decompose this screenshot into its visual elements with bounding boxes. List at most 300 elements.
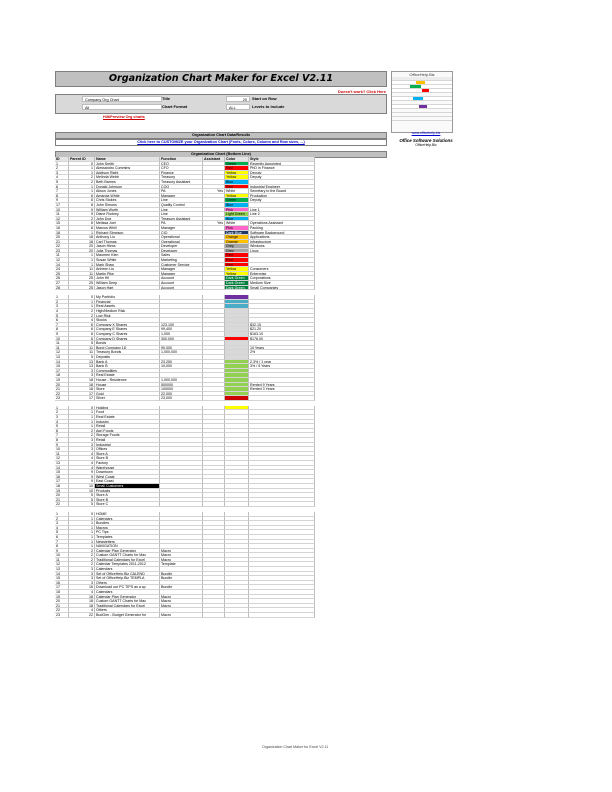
cell-name[interactable]: Others: [95, 608, 160, 613]
cell-name[interactable]: Store A: [95, 493, 160, 498]
cell-name[interactable]: Real Assets: [95, 304, 160, 309]
cell-style[interactable]: Packing: [249, 226, 315, 231]
cell-name[interactable]: Traditional Calendars for Excel: [95, 604, 160, 609]
cell-parent-id[interactable]: 1: [69, 540, 95, 545]
cell-style[interactable]: Small Companies: [249, 286, 315, 291]
cell-parent-id[interactable]: 6: [69, 337, 95, 342]
cell-style[interactable]: Industrial Engineer: [249, 185, 315, 190]
cell-function[interactable]: Operational: [160, 240, 203, 245]
cell-id[interactable]: 19: [55, 378, 69, 383]
cell-name[interactable]: Others: [95, 581, 160, 586]
cell-name[interactable]: John Simons: [95, 203, 160, 208]
cell-style[interactable]: Medium Size: [249, 281, 315, 286]
cell-style[interactable]: Deputy: [249, 198, 315, 203]
cell-parent-id[interactable]: 3: [69, 373, 95, 378]
cell-id[interactable]: 12: [55, 456, 69, 461]
cell-id[interactable]: 5: [55, 180, 69, 185]
cell-function[interactable]: Finance: [160, 171, 203, 176]
cell-id[interactable]: 2: [55, 517, 69, 522]
cell-parent-id[interactable]: 3: [69, 447, 95, 452]
cell-function[interactable]: Bundle: [160, 576, 203, 581]
cell-name[interactable]: Mark Shaw: [95, 263, 160, 268]
cell-id[interactable]: 14: [55, 466, 69, 471]
table-row[interactable]: [55, 286, 385, 291]
cell-style[interactable]: $163.10: [249, 332, 315, 337]
cell-name[interactable]: Food: [95, 410, 160, 415]
cell-color[interactable]: Light Green: [225, 212, 249, 217]
cell-parent-id[interactable]: 2: [69, 553, 95, 558]
cell-name[interactable]: Download our PC TIPS as a sp: [95, 585, 160, 590]
cell-parent-id[interactable]: 1: [69, 535, 95, 540]
cell-parent-id[interactable]: 4: [69, 466, 95, 471]
cell-id[interactable]: 15: [55, 470, 69, 475]
cell-style[interactable]: Deputy: [249, 175, 315, 180]
cell-parent-id[interactable]: 0: [69, 406, 95, 411]
cell-id[interactable]: 15: [55, 576, 69, 581]
cell-id[interactable]: 9: [55, 198, 69, 203]
cell-name[interactable]: Retail: [95, 424, 160, 429]
cell-id[interactable]: 21: [55, 387, 69, 392]
cell-function[interactable]: COO: [160, 185, 203, 190]
cell-color[interactable]: [225, 396, 249, 401]
cell-name[interactable]: Treasury Bonds: [95, 350, 160, 355]
cell-parent-id[interactable]: 11: [69, 267, 95, 272]
cell-id[interactable]: 4: [55, 175, 69, 180]
cell-id[interactable]: 14: [55, 572, 69, 577]
cell-style[interactable]: 3% / 5 Years: [249, 364, 315, 369]
cell-style[interactable]: Rented 3 Years: [249, 387, 315, 392]
vendor-link[interactable]: www.officehelp.biz: [411, 131, 441, 135]
cell-color[interactable]: Yellow: [225, 175, 249, 180]
cell-name[interactable]: John Hil: [95, 276, 160, 281]
cell-name[interactable]: Real Estate: [95, 415, 160, 420]
cell-color[interactable]: Orange: [225, 235, 249, 240]
cell-function[interactable]: 500000: [160, 383, 203, 388]
cell-id[interactable]: 6: [55, 318, 69, 323]
cell-parent-id[interactable]: 10: [69, 484, 95, 489]
cell-name[interactable]: Products: [95, 489, 160, 494]
cell-name[interactable]: Low Risk: [95, 314, 160, 319]
cell-parent-id[interactable]: 1: [69, 530, 95, 535]
cell-parent-id[interactable]: 25: [69, 281, 95, 286]
cell-parent-id[interactable]: 9: [69, 212, 95, 217]
cell-id[interactable]: 18: [55, 373, 69, 378]
cell-parent-id[interactable]: 4: [69, 461, 95, 466]
cell-id[interactable]: 7: [55, 189, 69, 194]
cell-id[interactable]: 3: [55, 304, 69, 309]
cell-name[interactable]: Addison Right: [95, 171, 160, 176]
cell-function[interactable]: Template: [160, 562, 203, 567]
cell-style[interactable]: $176.00: [249, 337, 315, 342]
cell-function[interactable]: Account: [160, 281, 203, 286]
cell-function[interactable]: Macro: [160, 604, 203, 609]
cell-parent-id[interactable]: 1: [69, 415, 95, 420]
cell-name[interactable]: Small Customers: [95, 484, 160, 489]
cell-parent-id[interactable]: 20: [69, 249, 95, 254]
cell-style[interactable]: Operations Assistant: [249, 221, 315, 226]
cell-parent-id[interactable]: 17: [69, 396, 95, 401]
cell-parent-id[interactable]: 17: [69, 392, 95, 397]
cell-id[interactable]: 26: [55, 276, 69, 281]
cell-parent-id[interactable]: 0: [69, 512, 95, 517]
cell-function[interactable]: Line: [160, 208, 203, 213]
cell-name[interactable]: Agri Foods: [95, 429, 160, 434]
cell-name[interactable]: Store A: [95, 452, 160, 457]
cell-name[interactable]: Offices: [95, 447, 160, 452]
cell-name[interactable]: Calendars: [95, 517, 160, 522]
cell-color[interactable]: Red: [225, 263, 249, 268]
cell-id[interactable]: 17: [55, 203, 69, 208]
cell-parent-id[interactable]: 11: [69, 346, 95, 351]
cell-name[interactable]: Store C: [95, 502, 160, 507]
cell-id[interactable]: 21: [55, 498, 69, 503]
cell-id[interactable]: 2: [55, 410, 69, 415]
cell-id[interactable]: 24: [55, 267, 69, 272]
cell-assistant[interactable]: Yes: [203, 189, 225, 194]
cell-parent-id[interactable]: 2: [69, 175, 95, 180]
cell-style[interactable]: [249, 396, 315, 401]
cell-id[interactable]: 2: [55, 166, 69, 171]
cell-function[interactable]: Developer: [160, 249, 203, 254]
cell-function[interactable]: Quality Control: [160, 203, 203, 208]
cell-id[interactable]: 7: [55, 540, 69, 545]
cell-color[interactable]: Blue: [225, 203, 249, 208]
cell-id[interactable]: 9: [55, 332, 69, 337]
cell-name[interactable]: Julia Thomas: [95, 249, 160, 254]
cell-id[interactable]: 3: [55, 171, 69, 176]
cell-id[interactable]: 28: [55, 286, 69, 291]
cell-color[interactable]: Grey: [225, 244, 249, 249]
cell-name[interactable]: Beth Barnes: [95, 180, 160, 185]
cell-assistant[interactable]: Yes: [203, 221, 225, 226]
cell-color[interactable]: [225, 502, 249, 507]
cell-id[interactable]: 11: [55, 212, 69, 217]
cell-parent-id[interactable]: 2: [69, 309, 95, 314]
cell-parent-id[interactable]: 1: [69, 258, 95, 263]
cell-color[interactable]: Red: [225, 166, 249, 171]
cell-name[interactable]: Store B: [95, 498, 160, 503]
cell-name[interactable]: My Portfolio: [95, 295, 160, 300]
cell-id[interactable]: 1: [55, 295, 69, 300]
cell-function[interactable]: PA: [160, 189, 203, 194]
cell-parent-id[interactable]: 1: [69, 300, 95, 305]
cell-id[interactable]: 16: [55, 581, 69, 586]
cell-function[interactable]: 99,400: [160, 327, 203, 332]
cell-parent-id[interactable]: 1: [69, 521, 95, 526]
cell-parent-id[interactable]: 20: [69, 244, 95, 249]
cell-name[interactable]: Company E Shares: [95, 327, 160, 332]
cell-name[interactable]: Newsletters: [95, 540, 160, 545]
cell-color[interactable]: Dark Green: [225, 276, 249, 281]
cell-id[interactable]: 14: [55, 360, 69, 365]
cell-style[interactable]: Deputy: [249, 171, 315, 176]
cell-parent-id[interactable]: 2: [69, 562, 95, 567]
cell-name[interactable]: Chris Stokes: [95, 198, 160, 203]
cell-function[interactable]: Customer Service: [160, 263, 203, 268]
cell-id[interactable]: 12: [55, 258, 69, 263]
cell-id[interactable]: 16: [55, 226, 69, 231]
cell-name[interactable]: Real Estate: [95, 373, 160, 378]
cell-style[interactable]: Enterprise: [249, 272, 315, 277]
cell-name[interactable]: Industry: [95, 420, 160, 425]
cell-color[interactable]: Yellow: [225, 171, 249, 176]
cell-name[interactable]: Gold: [95, 392, 160, 397]
cell-function[interactable]: Operational: [160, 235, 203, 240]
cell-name[interactable]: Set of OfficeHelp.Biz TEMPLA: [95, 576, 160, 581]
cell-function[interactable]: 22,000: [160, 392, 203, 397]
cell-parent-id[interactable]: 1: [69, 410, 95, 415]
cell-style[interactable]: $32.15: [249, 323, 315, 328]
start-row-input[interactable]: 20: [226, 96, 250, 102]
cell-id[interactable]: 15: [55, 221, 69, 226]
table-row[interactable]: [55, 613, 385, 618]
cell-id[interactable]: 6: [55, 185, 69, 190]
cell-id[interactable]: 23: [55, 613, 69, 618]
cell-name[interactable]: Richard Simpson: [95, 231, 160, 236]
cell-function[interactable]: 23,000: [160, 396, 203, 401]
cell-function[interactable]: Macro: [160, 553, 203, 558]
cell-parent-id[interactable]: 2: [69, 217, 95, 222]
cell-style[interactable]: 2%: [249, 350, 315, 355]
cell-id[interactable]: 1: [55, 406, 69, 411]
cell-id[interactable]: 15: [55, 364, 69, 369]
cell-name[interactable]: Bundles: [95, 521, 160, 526]
cell-parent-id[interactable]: 8: [69, 198, 95, 203]
cell-function[interactable]: 1,000: [160, 332, 203, 337]
cell-parent-id[interactable]: 8: [69, 226, 95, 231]
cell-color[interactable]: Yellow: [225, 194, 249, 199]
cell-function[interactable]: 1,000,000: [160, 350, 203, 355]
levels-select[interactable]: ALL: [226, 104, 250, 110]
cell-id[interactable]: 17: [55, 585, 69, 590]
cell-name[interactable]: Calendar Plan Generator: [95, 549, 160, 554]
cell-parent-id[interactable]: 10: [69, 489, 95, 494]
cell-function[interactable]: Macro: [160, 549, 203, 554]
cell-parent-id[interactable]: 5: [69, 498, 95, 503]
table-row[interactable]: [55, 502, 385, 507]
cell-parent-id[interactable]: 9: [69, 475, 95, 480]
cell-color[interactable]: Red: [225, 258, 249, 263]
cell-name[interactable]: Alessandro Cummins: [95, 166, 160, 171]
chart-format-select[interactable]: All: [82, 104, 162, 110]
cell-id[interactable]: 21: [55, 604, 69, 609]
cell-id[interactable]: 22: [55, 244, 69, 249]
cell-id[interactable]: 13: [55, 567, 69, 572]
cell-parent-id[interactable]: 0: [69, 162, 95, 167]
cell-name[interactable]: Traditional Calendars for Excel: [95, 558, 160, 563]
cell-id[interactable]: 6: [55, 429, 69, 434]
cell-id[interactable]: 10: [55, 208, 69, 213]
cell-name[interactable]: Industrial: [95, 443, 160, 448]
cell-style[interactable]: Rented 9 Years: [249, 383, 315, 388]
cell-parent-id[interactable]: 1: [69, 263, 95, 268]
cell-name[interactable]: Anheen Liu: [95, 267, 160, 272]
cell-function[interactable]: Treasury Assistant: [160, 180, 203, 185]
cell-name[interactable]: Commodities: [95, 369, 160, 374]
cell-style[interactable]: 2.3% / 1 year: [249, 360, 315, 365]
cell-parent-id[interactable]: 6: [69, 332, 95, 337]
cell-parent-id[interactable]: 18: [69, 378, 95, 383]
help-link[interactable]: Doesn't work? Click Here: [337, 89, 386, 94]
cell-name[interactable]: PC Tips: [95, 530, 160, 535]
cell-id[interactable]: 13: [55, 461, 69, 466]
cell-parent-id[interactable]: 3: [69, 369, 95, 374]
cell-name[interactable]: Bond Company 1D: [95, 346, 160, 351]
cell-name[interactable]: Melinda Webb: [95, 175, 160, 180]
cell-parent-id[interactable]: 3: [69, 581, 95, 586]
cell-id[interactable]: 22: [55, 608, 69, 613]
cell-parent-id[interactable]: 11: [69, 272, 95, 277]
cell-function[interactable]: Macro: [160, 558, 203, 563]
cell-parent-id[interactable]: 4: [69, 590, 95, 595]
cell-parent-id[interactable]: 1: [69, 185, 95, 190]
cell-id[interactable]: 20: [55, 383, 69, 388]
cell-parent-id[interactable]: 1: [69, 189, 95, 194]
cell-id[interactable]: 20: [55, 235, 69, 240]
cell-name[interactable]: Carl Thomas: [95, 240, 160, 245]
cell-parent-id[interactable]: 11: [69, 350, 95, 355]
cell-id[interactable]: 22: [55, 502, 69, 507]
cell-style[interactable]: Applications: [249, 235, 315, 240]
cell-id[interactable]: 5: [55, 424, 69, 429]
cell-color[interactable]: Pink: [225, 226, 249, 231]
cell-name[interactable]: Calendar Plan Generator: [95, 595, 160, 600]
cell-id[interactable]: 12: [55, 562, 69, 567]
cell-parent-id[interactable]: 3: [69, 567, 95, 572]
cell-style[interactable]: Production: [249, 194, 315, 199]
cell-name[interactable]: Donald Johnson: [95, 185, 160, 190]
cell-name[interactable]: Calendars: [95, 567, 160, 572]
cell-parent-id[interactable]: 2: [69, 433, 95, 438]
cell-color[interactable]: Pink: [225, 208, 249, 213]
cell-name[interactable]: John Doe: [95, 217, 160, 222]
cell-function[interactable]: 10,000: [160, 364, 203, 369]
cell-function[interactable]: 1,000,000: [160, 378, 203, 383]
cell-parent-id[interactable]: 18: [69, 595, 95, 600]
cell-function[interactable]: CEO: [160, 162, 203, 167]
cell-name[interactable]: Stocks: [95, 318, 160, 323]
cell-name[interactable]: William Deep: [95, 281, 160, 286]
cell-parent-id[interactable]: 18: [69, 604, 95, 609]
cell-id[interactable]: 18: [55, 484, 69, 489]
cell-color[interactable]: Blue: [225, 180, 249, 185]
cell-name[interactable]: NAVIGATION: [95, 544, 160, 549]
cell-name[interactable]: Factory: [95, 461, 160, 466]
cell-name[interactable]: House: [95, 383, 160, 388]
cell-style[interactable]: PhD in Finance: [249, 166, 315, 171]
cell-color[interactable]: Blue: [225, 217, 249, 222]
company-title-input[interactable]: Company Org Chart: [82, 96, 162, 102]
cell-function[interactable]: [160, 502, 203, 507]
cell-function[interactable]: Manager: [160, 226, 203, 231]
cell-id[interactable]: 7: [55, 433, 69, 438]
cell-style[interactable]: 10 Years: [249, 346, 315, 351]
cell-function[interactable]: Macro: [160, 613, 203, 618]
table-row[interactable]: [55, 396, 385, 401]
cell-color[interactable]: Grey: [225, 249, 249, 254]
cell-id[interactable]: 11: [55, 346, 69, 351]
cell-id[interactable]: 18: [55, 590, 69, 595]
cell-parent-id[interactable]: 1: [69, 424, 95, 429]
cell-name[interactable]: Bank A: [95, 360, 160, 365]
cell-function[interactable]: Manager: [160, 194, 203, 199]
cell-parent-id[interactable]: 4: [69, 456, 95, 461]
cell-id[interactable]: 19: [55, 595, 69, 600]
cell-parent-id[interactable]: 8: [69, 203, 95, 208]
cell-id[interactable]: 8: [55, 327, 69, 332]
cell-parent-id[interactable]: 1: [69, 517, 95, 522]
cell-id[interactable]: 6: [55, 535, 69, 540]
cell-parent-id[interactable]: 5: [69, 502, 95, 507]
cell-name[interactable]: Macros: [95, 526, 160, 531]
cell-parent-id[interactable]: 0: [69, 295, 95, 300]
cell-name[interactable]: Calendar Templates 2011-2012: [95, 562, 160, 567]
cell-id[interactable]: 22: [55, 392, 69, 397]
cell-style[interactable]: $21.20: [249, 327, 315, 332]
cell-parent-id[interactable]: 2: [69, 549, 95, 554]
cell-function[interactable]: Macro: [160, 595, 203, 600]
cell-function[interactable]: Developer: [160, 244, 203, 249]
cell-name[interactable]: Holding: [95, 406, 160, 411]
cell-function[interactable]: Bundle: [160, 572, 203, 577]
cell-name[interactable]: Warehouse: [95, 466, 160, 471]
cell-style[interactable]: [249, 502, 315, 507]
cell-name[interactable]: Anthony Liu: [95, 235, 160, 240]
cell-id[interactable]: 12: [55, 350, 69, 355]
cell-function[interactable]: Treasury Assistant: [160, 217, 203, 222]
cell-name[interactable]: Melissa Joel: [95, 221, 160, 226]
cell-name[interactable]: Amanda White: [95, 194, 160, 199]
cell-parent-id[interactable]: 18: [69, 599, 95, 604]
cell-name[interactable]: House - Residence: [95, 378, 160, 383]
cell-style[interactable]: Infrastructure: [249, 240, 315, 245]
cell-parent-id[interactable]: 3: [69, 443, 95, 448]
cell-name[interactable]: Susan White: [95, 258, 160, 263]
cell-parent-id[interactable]: 1: [69, 526, 95, 531]
cell-color[interactable]: Red: [225, 253, 249, 258]
cell-parent-id[interactable]: 18: [69, 240, 95, 245]
cell-id[interactable]: 11: [55, 558, 69, 563]
cell-id[interactable]: 10: [55, 447, 69, 452]
cell-function[interactable]: CIO: [160, 231, 203, 236]
cell-id[interactable]: 23: [55, 396, 69, 401]
cell-function[interactable]: Line: [160, 212, 203, 217]
cell-id[interactable]: 8: [55, 194, 69, 199]
cell-parent-id[interactable]: 1: [69, 420, 95, 425]
cell-parent-id[interactable]: 18: [69, 235, 95, 240]
cell-style[interactable]: Line 2: [249, 212, 315, 217]
cell-parent-id[interactable]: 18: [69, 383, 95, 388]
cell-name[interactable]: Custom GANTT Charts for Mac: [95, 599, 160, 604]
cell-name[interactable]: High/Medium Risk: [95, 309, 160, 314]
cell-parent-id[interactable]: 6: [69, 327, 95, 332]
cell-style[interactable]: Secretary to the Board: [249, 189, 315, 194]
cell-id[interactable]: 7: [55, 323, 69, 328]
cell-name[interactable]: Company D Shares: [95, 337, 160, 342]
cell-color[interactable]: [225, 613, 249, 618]
cell-style[interactable]: Windows: [249, 244, 315, 249]
cell-parent-id[interactable]: 5: [69, 493, 95, 498]
cell-function[interactable]: Manager: [160, 267, 203, 272]
cell-id[interactable]: 17: [55, 369, 69, 374]
cell-id[interactable]: 16: [55, 475, 69, 480]
cell-id[interactable]: 9: [55, 549, 69, 554]
cell-parent-id[interactable]: 2: [69, 180, 95, 185]
cell-id[interactable]: 21: [55, 240, 69, 245]
cell-style[interactable]: Line 1: [249, 208, 315, 213]
cell-color[interactable]: White: [225, 221, 249, 226]
cell-parent-id[interactable]: 25: [69, 276, 95, 281]
